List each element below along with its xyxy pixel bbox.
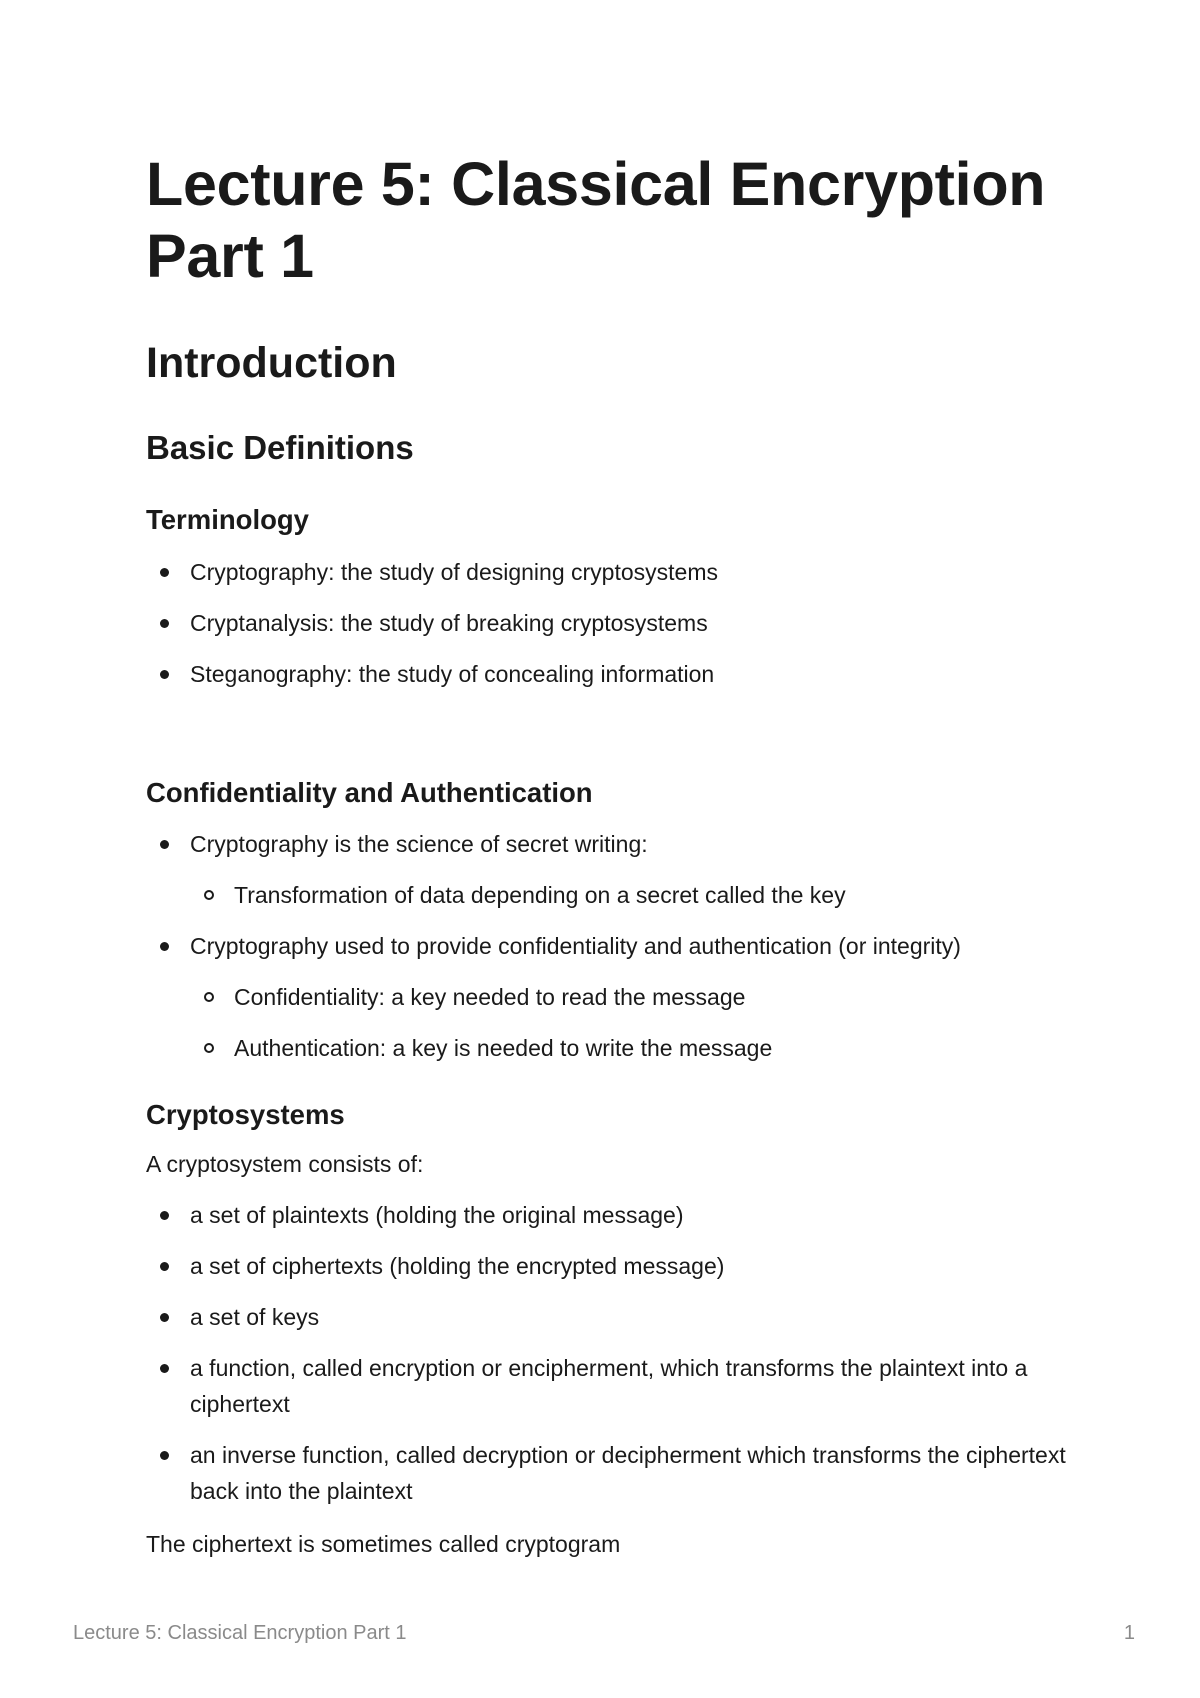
heading-cryptosystems: Cryptosystems xyxy=(146,1099,345,1130)
bullet-icon xyxy=(160,1451,169,1460)
hollow-bullet-icon xyxy=(204,1043,214,1053)
list-item-text: Cryptography used to provide confidentiality and authentication (or integrity) xyxy=(190,933,961,959)
list-item-text: a set of keys xyxy=(190,1304,320,1330)
list-item xyxy=(146,554,1076,590)
list-item xyxy=(146,1248,1076,1284)
terminology-list xyxy=(146,554,1076,707)
document-title-line-2: Part 1 xyxy=(146,222,314,290)
bullet-icon xyxy=(160,1364,169,1373)
hollow-bullet-icon xyxy=(204,992,214,1002)
bullet-icon xyxy=(160,670,169,679)
hollow-bullet-icon xyxy=(204,890,214,900)
footer-title: Lecture 5: Classical Encryption Part 1 xyxy=(73,1622,407,1644)
list-item-text: Cryptography is the science of secret writing: xyxy=(190,831,648,857)
sub-list-item xyxy=(146,979,1076,1015)
bullet-icon xyxy=(160,1313,169,1322)
heading-terminology: Terminology xyxy=(146,504,309,535)
list-item xyxy=(146,1299,1076,1335)
bullet-icon xyxy=(160,568,169,577)
cryptosystems-intro: A cryptosystem consists of: xyxy=(146,1151,424,1177)
cryptosystems-list xyxy=(146,1197,1076,1524)
list-item-text: a function, called encryption or encipherment, which transforms the plaintext into a ciphertext xyxy=(190,1355,1028,1417)
document-title-line-1: Lecture 5: Classical Encryption xyxy=(146,150,1046,218)
list-item xyxy=(146,1350,1076,1422)
list-item-text: an inverse function, called decryption or decipherment which transforms the ciphertext back into the plaintext xyxy=(190,1442,1066,1504)
list-item xyxy=(146,656,1076,692)
confidentiality-list xyxy=(146,826,1076,1081)
bullet-icon xyxy=(160,1262,169,1271)
list-item-text: Cryptography: the study of designing cryptosystems xyxy=(190,559,718,585)
bullet-icon xyxy=(160,619,169,628)
heading-confidentiality-authentication: Confidentiality and Authentication xyxy=(146,777,593,808)
list-item xyxy=(146,1437,1076,1509)
list-item xyxy=(146,605,1076,641)
list-item-text: a set of plaintexts (holding the original message) xyxy=(190,1202,684,1228)
list-item xyxy=(146,826,1076,862)
list-item-text: Transformation of data depending on a secret called the key xyxy=(234,882,846,908)
list-item-text: Steganography: the study of concealing information xyxy=(190,661,715,687)
sub-list-item xyxy=(146,877,1076,913)
bullet-icon xyxy=(160,942,169,951)
page-number: 1 xyxy=(1123,1622,1135,1644)
bullet-icon xyxy=(160,840,169,849)
document-title xyxy=(146,148,1045,292)
section-heading-introduction: Introduction xyxy=(146,339,397,387)
list-item-text: Cryptanalysis: the study of breaking cryptosystems xyxy=(190,610,708,636)
list-item-text: Confidentiality: a key needed to read the message xyxy=(234,984,746,1010)
list-item xyxy=(146,1197,1076,1233)
sub-list-item xyxy=(146,1030,1076,1066)
bullet-icon xyxy=(160,1211,169,1220)
list-item-text: Authentication: a key is needed to write the message xyxy=(234,1035,773,1061)
list-item-text: a set of ciphertexts (holding the encrypted message) xyxy=(190,1253,725,1279)
subsection-heading-basic-definitions: Basic Definitions xyxy=(146,429,414,466)
cryptosystems-closing: The ciphertext is sometimes called cryptogram xyxy=(146,1531,621,1557)
list-item xyxy=(146,928,1076,964)
